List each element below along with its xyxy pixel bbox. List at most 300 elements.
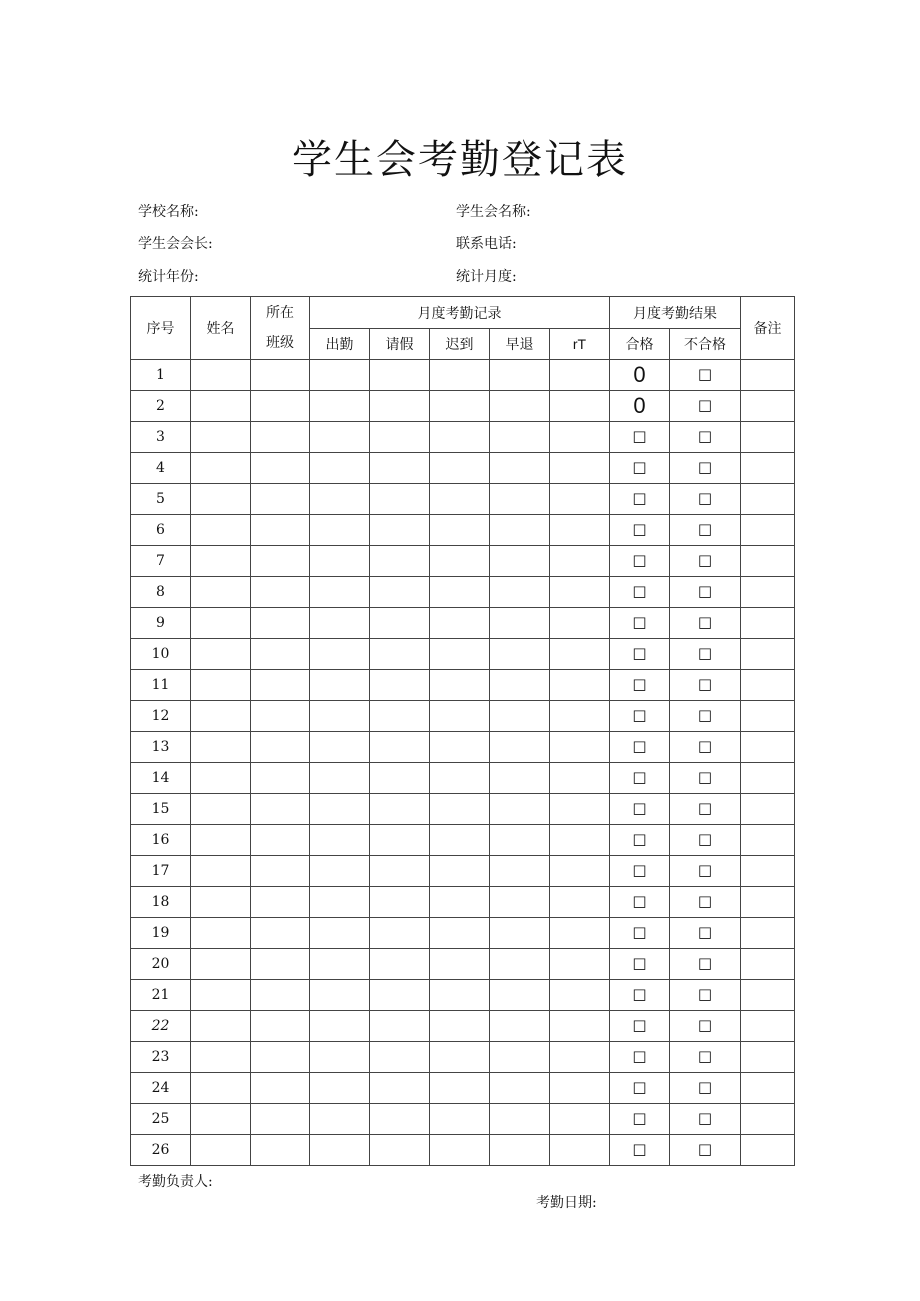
attend-cell[interactable] <box>310 453 370 484</box>
early-cell[interactable] <box>490 701 550 732</box>
extra-cell[interactable] <box>550 484 610 515</box>
leave-cell[interactable] <box>370 453 430 484</box>
leave-cell[interactable] <box>370 918 430 949</box>
fail-checkbox[interactable] <box>670 639 741 670</box>
early-cell[interactable] <box>490 794 550 825</box>
attendance-table <box>130 296 795 1166</box>
extra-cell[interactable] <box>550 515 610 546</box>
leave-cell[interactable] <box>370 670 430 701</box>
class-cell[interactable] <box>251 484 310 515</box>
leave-cell[interactable] <box>370 577 430 608</box>
fail-checkbox[interactable] <box>670 515 741 546</box>
name-cell[interactable] <box>191 670 251 701</box>
table-row <box>131 701 795 732</box>
extra-cell[interactable] <box>550 763 610 794</box>
extra-cell[interactable] <box>550 918 610 949</box>
extra-cell[interactable] <box>550 1135 610 1166</box>
remark-cell[interactable] <box>741 825 795 856</box>
name-cell[interactable] <box>191 732 251 763</box>
remark-cell[interactable] <box>741 670 795 701</box>
pass-mark: □ <box>632 799 647 817</box>
pass-checkbox[interactable] <box>610 577 670 608</box>
fail-checkbox[interactable] <box>670 360 741 391</box>
attend-cell[interactable] <box>310 794 370 825</box>
early-cell[interactable] <box>490 670 550 701</box>
stat-year-label: 统计年份: <box>138 269 199 285</box>
fail-checkbox[interactable] <box>670 1073 741 1104</box>
remark-cell[interactable] <box>741 453 795 484</box>
header-seq: 序号 <box>131 297 191 360</box>
late-cell[interactable] <box>430 1042 490 1073</box>
extra-cell[interactable] <box>550 1042 610 1073</box>
pass-checkbox[interactable] <box>610 639 670 670</box>
fail-mark: □ <box>697 706 713 724</box>
row-number: 5 <box>131 484 191 515</box>
class-cell[interactable] <box>251 887 310 918</box>
early-cell[interactable] <box>490 918 550 949</box>
pass-checkbox[interactable] <box>610 515 670 546</box>
fail-checkbox[interactable] <box>670 1042 741 1073</box>
pass-mark: □ <box>632 427 647 445</box>
name-cell[interactable] <box>191 608 251 639</box>
table-row <box>131 515 795 546</box>
extra-cell[interactable] <box>550 546 610 577</box>
header-pass: 合格 <box>610 329 670 360</box>
class-cell[interactable] <box>251 670 310 701</box>
leave-cell[interactable] <box>370 825 430 856</box>
late-cell[interactable] <box>430 670 490 701</box>
row-number: 8 <box>131 577 191 608</box>
leave-cell[interactable] <box>370 856 430 887</box>
late-cell[interactable] <box>430 763 490 794</box>
early-cell[interactable] <box>490 856 550 887</box>
late-cell[interactable] <box>430 422 490 453</box>
table-row <box>131 794 795 825</box>
row-number: 11 <box>131 670 191 701</box>
leave-cell[interactable] <box>370 639 430 670</box>
late-cell[interactable] <box>430 1104 490 1135</box>
early-cell[interactable] <box>490 422 550 453</box>
late-cell[interactable] <box>430 484 490 515</box>
remark-cell[interactable] <box>741 422 795 453</box>
name-cell[interactable] <box>191 577 251 608</box>
late-cell[interactable] <box>430 732 490 763</box>
leave-cell[interactable] <box>370 515 430 546</box>
fail-checkbox[interactable] <box>670 484 741 515</box>
early-cell[interactable] <box>490 484 550 515</box>
class-cell[interactable] <box>251 794 310 825</box>
name-cell[interactable] <box>191 949 251 980</box>
late-cell[interactable] <box>430 825 490 856</box>
name-cell[interactable] <box>191 701 251 732</box>
council-name-label: 学生会名称: <box>456 204 531 220</box>
early-cell[interactable] <box>490 1104 550 1135</box>
late-cell[interactable] <box>430 918 490 949</box>
extra-cell[interactable] <box>550 670 610 701</box>
remark-cell[interactable] <box>741 949 795 980</box>
fail-checkbox[interactable] <box>670 732 741 763</box>
late-cell[interactable] <box>430 391 490 422</box>
late-cell[interactable] <box>430 546 490 577</box>
fail-checkbox[interactable] <box>670 577 741 608</box>
table-row <box>131 1135 795 1166</box>
row-number: 6 <box>131 515 191 546</box>
leave-cell[interactable] <box>370 1042 430 1073</box>
pass-mark: □ <box>632 1016 647 1034</box>
attend-cell[interactable] <box>310 887 370 918</box>
name-cell[interactable] <box>191 1104 251 1135</box>
pass-checkbox[interactable] <box>610 856 670 887</box>
attend-cell[interactable] <box>310 422 370 453</box>
leave-cell[interactable] <box>370 1011 430 1042</box>
late-cell[interactable] <box>430 949 490 980</box>
fail-checkbox[interactable] <box>670 391 741 422</box>
name-cell[interactable] <box>191 453 251 484</box>
name-cell[interactable] <box>191 546 251 577</box>
class-cell[interactable] <box>251 1104 310 1135</box>
extra-cell[interactable] <box>550 422 610 453</box>
fail-checkbox[interactable] <box>670 546 741 577</box>
attendance-manager-label: 考勤负责人: <box>138 1174 213 1190</box>
fail-checkbox[interactable] <box>670 825 741 856</box>
name-cell[interactable] <box>191 391 251 422</box>
leave-cell[interactable] <box>370 949 430 980</box>
leave-cell[interactable] <box>370 608 430 639</box>
remark-cell[interactable] <box>741 980 795 1011</box>
class-cell[interactable] <box>251 360 310 391</box>
attend-cell[interactable] <box>310 980 370 1011</box>
early-cell[interactable] <box>490 887 550 918</box>
class-cell[interactable] <box>251 546 310 577</box>
class-cell[interactable] <box>251 825 310 856</box>
late-cell[interactable] <box>430 453 490 484</box>
table-row <box>131 422 795 453</box>
row-number: 4 <box>131 453 191 484</box>
pass-mark: □ <box>632 1047 647 1065</box>
fail-checkbox[interactable] <box>670 422 741 453</box>
table-row <box>131 360 795 391</box>
remark-cell[interactable] <box>741 794 795 825</box>
class-cell[interactable] <box>251 391 310 422</box>
fail-checkbox[interactable] <box>670 670 741 701</box>
attend-cell[interactable] <box>310 949 370 980</box>
extra-cell[interactable] <box>550 856 610 887</box>
table-row <box>131 1073 795 1104</box>
extra-cell[interactable] <box>550 732 610 763</box>
class-cell[interactable] <box>251 763 310 794</box>
name-cell[interactable] <box>191 1135 251 1166</box>
attend-cell[interactable] <box>310 670 370 701</box>
fail-checkbox[interactable] <box>670 949 741 980</box>
leave-cell[interactable] <box>370 422 430 453</box>
extra-cell[interactable] <box>550 639 610 670</box>
extra-cell[interactable] <box>550 391 610 422</box>
extra-cell[interactable] <box>550 1104 610 1135</box>
name-cell[interactable] <box>191 484 251 515</box>
fail-mark: □ <box>697 799 713 817</box>
pass-checkbox[interactable] <box>610 608 670 639</box>
remark-cell[interactable] <box>741 1011 795 1042</box>
pass-checkbox[interactable] <box>610 949 670 980</box>
pass-mark: □ <box>632 613 647 631</box>
class-cell[interactable] <box>251 980 310 1011</box>
early-cell[interactable] <box>490 1073 550 1104</box>
remark-cell[interactable] <box>741 1135 795 1166</box>
name-cell[interactable] <box>191 1011 251 1042</box>
header-row-top <box>131 297 795 329</box>
remark-cell[interactable] <box>741 515 795 546</box>
leave-cell[interactable] <box>370 1073 430 1104</box>
pass-mark: □ <box>632 892 647 910</box>
class-cell[interactable] <box>251 701 310 732</box>
pass-mark: □ <box>632 582 647 600</box>
name-cell[interactable] <box>191 856 251 887</box>
late-cell[interactable] <box>430 794 490 825</box>
early-cell[interactable] <box>490 546 550 577</box>
fail-checkbox[interactable] <box>670 794 741 825</box>
attend-cell[interactable] <box>310 1104 370 1135</box>
pass-checkbox[interactable] <box>610 732 670 763</box>
pass-checkbox[interactable] <box>610 484 670 515</box>
early-cell[interactable] <box>490 608 550 639</box>
attend-cell[interactable] <box>310 360 370 391</box>
attend-cell[interactable] <box>310 825 370 856</box>
extra-cell[interactable] <box>550 360 610 391</box>
attend-cell[interactable] <box>310 484 370 515</box>
attend-cell[interactable] <box>310 1042 370 1073</box>
remark-cell[interactable] <box>741 639 795 670</box>
pass-checkbox[interactable] <box>610 670 670 701</box>
remark-cell[interactable] <box>741 701 795 732</box>
row-number: 1 <box>131 360 191 391</box>
fail-checkbox[interactable] <box>670 453 741 484</box>
remark-cell[interactable] <box>741 608 795 639</box>
class-cell[interactable] <box>251 453 310 484</box>
fail-mark: □ <box>697 520 713 538</box>
late-cell[interactable] <box>430 1011 490 1042</box>
pass-checkbox[interactable] <box>610 918 670 949</box>
remark-cell[interactable] <box>741 577 795 608</box>
pass-checkbox[interactable] <box>610 1011 670 1042</box>
fail-checkbox[interactable] <box>670 887 741 918</box>
class-cell[interactable] <box>251 732 310 763</box>
early-cell[interactable] <box>490 639 550 670</box>
pass-checkbox[interactable] <box>610 391 670 422</box>
attend-cell[interactable] <box>310 856 370 887</box>
attend-cell[interactable] <box>310 763 370 794</box>
extra-cell[interactable] <box>550 825 610 856</box>
fail-checkbox[interactable] <box>670 1135 741 1166</box>
pass-checkbox[interactable] <box>610 825 670 856</box>
extra-cell[interactable] <box>550 701 610 732</box>
pass-checkbox[interactable] <box>610 453 670 484</box>
class-cell[interactable] <box>251 1042 310 1073</box>
class-cell[interactable] <box>251 639 310 670</box>
pass-checkbox[interactable] <box>610 701 670 732</box>
extra-cell[interactable] <box>550 1073 610 1104</box>
remark-cell[interactable] <box>741 1042 795 1073</box>
late-cell[interactable] <box>430 515 490 546</box>
early-cell[interactable] <box>490 453 550 484</box>
early-cell[interactable] <box>490 1135 550 1166</box>
attend-cell[interactable] <box>310 546 370 577</box>
early-cell[interactable] <box>490 577 550 608</box>
late-cell[interactable] <box>430 608 490 639</box>
name-cell[interactable] <box>191 1042 251 1073</box>
pass-checkbox[interactable] <box>610 763 670 794</box>
pass-checkbox[interactable] <box>610 1073 670 1104</box>
table-row <box>131 732 795 763</box>
leave-cell[interactable] <box>370 1104 430 1135</box>
extra-cell[interactable] <box>550 608 610 639</box>
remark-cell[interactable] <box>741 732 795 763</box>
extra-cell[interactable] <box>550 980 610 1011</box>
leave-cell[interactable] <box>370 763 430 794</box>
remark-cell[interactable] <box>741 763 795 794</box>
late-cell[interactable] <box>430 701 490 732</box>
fail-mark: □ <box>697 489 713 507</box>
table-row <box>131 887 795 918</box>
pass-checkbox[interactable] <box>610 1042 670 1073</box>
leave-cell[interactable] <box>370 484 430 515</box>
leave-cell[interactable] <box>370 701 430 732</box>
pass-checkbox[interactable] <box>610 1135 670 1166</box>
attend-cell[interactable] <box>310 701 370 732</box>
remark-cell[interactable] <box>741 391 795 422</box>
remark-cell[interactable] <box>741 1104 795 1135</box>
remark-cell[interactable] <box>741 856 795 887</box>
early-cell[interactable] <box>490 360 550 391</box>
name-cell[interactable] <box>191 887 251 918</box>
fail-checkbox[interactable] <box>670 980 741 1011</box>
extra-cell[interactable] <box>550 794 610 825</box>
early-cell[interactable] <box>490 515 550 546</box>
name-cell[interactable] <box>191 918 251 949</box>
class-cell[interactable] <box>251 949 310 980</box>
name-cell[interactable] <box>191 639 251 670</box>
pass-mark: □ <box>632 551 647 569</box>
attend-cell[interactable] <box>310 577 370 608</box>
leave-cell[interactable] <box>370 980 430 1011</box>
late-cell[interactable] <box>430 639 490 670</box>
pass-checkbox[interactable] <box>610 422 670 453</box>
name-cell[interactable] <box>191 763 251 794</box>
late-cell[interactable] <box>430 887 490 918</box>
late-cell[interactable] <box>430 360 490 391</box>
name-cell[interactable] <box>191 825 251 856</box>
name-cell[interactable] <box>191 360 251 391</box>
pass-mark: □ <box>632 985 647 1003</box>
class-cell[interactable] <box>251 1011 310 1042</box>
class-cell[interactable] <box>251 1073 310 1104</box>
fail-checkbox[interactable] <box>670 856 741 887</box>
fail-checkbox[interactable] <box>670 918 741 949</box>
late-cell[interactable] <box>430 577 490 608</box>
pass-checkbox[interactable] <box>610 360 670 391</box>
class-cell[interactable] <box>251 918 310 949</box>
early-cell[interactable] <box>490 949 550 980</box>
name-cell[interactable] <box>191 1073 251 1104</box>
attend-cell[interactable] <box>310 639 370 670</box>
remark-cell[interactable] <box>741 484 795 515</box>
fail-checkbox[interactable] <box>670 701 741 732</box>
pass-checkbox[interactable] <box>610 887 670 918</box>
leave-cell[interactable] <box>370 794 430 825</box>
class-cell[interactable] <box>251 1135 310 1166</box>
leave-cell[interactable] <box>370 391 430 422</box>
remark-cell[interactable] <box>741 1073 795 1104</box>
late-cell[interactable] <box>430 1135 490 1166</box>
row-number: 12 <box>131 701 191 732</box>
fail-checkbox[interactable] <box>670 1104 741 1135</box>
attend-cell[interactable] <box>310 732 370 763</box>
class-cell[interactable] <box>251 577 310 608</box>
early-cell[interactable] <box>490 1011 550 1042</box>
row-number: 17 <box>131 856 191 887</box>
attend-cell[interactable] <box>310 1011 370 1042</box>
pass-checkbox[interactable] <box>610 980 670 1011</box>
late-cell[interactable] <box>430 1073 490 1104</box>
pass-checkbox[interactable] <box>610 794 670 825</box>
remark-cell[interactable] <box>741 887 795 918</box>
leave-cell[interactable] <box>370 732 430 763</box>
class-cell[interactable] <box>251 608 310 639</box>
name-cell[interactable] <box>191 980 251 1011</box>
fail-checkbox[interactable] <box>670 763 741 794</box>
extra-cell[interactable] <box>550 887 610 918</box>
fail-checkbox[interactable] <box>670 1011 741 1042</box>
attend-cell[interactable] <box>310 608 370 639</box>
name-cell[interactable] <box>191 794 251 825</box>
pass-checkbox[interactable] <box>610 546 670 577</box>
attend-cell[interactable] <box>310 391 370 422</box>
attend-cell[interactable] <box>310 1135 370 1166</box>
attend-cell[interactable] <box>310 515 370 546</box>
leave-cell[interactable] <box>370 887 430 918</box>
class-cell[interactable] <box>251 515 310 546</box>
extra-cell[interactable] <box>550 949 610 980</box>
name-cell[interactable] <box>191 422 251 453</box>
early-cell[interactable] <box>490 732 550 763</box>
table-row <box>131 763 795 794</box>
early-cell[interactable] <box>490 1042 550 1073</box>
name-cell[interactable] <box>191 515 251 546</box>
leave-cell[interactable] <box>370 360 430 391</box>
extra-cell[interactable] <box>550 453 610 484</box>
attend-cell[interactable] <box>310 918 370 949</box>
remark-cell[interactable] <box>741 918 795 949</box>
class-cell[interactable] <box>251 422 310 453</box>
early-cell[interactable] <box>490 980 550 1011</box>
remark-cell[interactable] <box>741 360 795 391</box>
early-cell[interactable] <box>490 825 550 856</box>
fail-checkbox[interactable] <box>670 608 741 639</box>
pass-checkbox[interactable] <box>610 1104 670 1135</box>
row-number: 2 <box>131 391 191 422</box>
remark-cell[interactable] <box>741 546 795 577</box>
attend-cell[interactable] <box>310 1073 370 1104</box>
early-cell[interactable] <box>490 391 550 422</box>
fail-mark: □ <box>697 458 713 476</box>
leave-cell[interactable] <box>370 1135 430 1166</box>
late-cell[interactable] <box>430 856 490 887</box>
class-cell[interactable] <box>251 856 310 887</box>
extra-cell[interactable] <box>550 577 610 608</box>
late-cell[interactable] <box>430 980 490 1011</box>
leave-cell[interactable] <box>370 546 430 577</box>
extra-cell[interactable] <box>550 1011 610 1042</box>
early-cell[interactable] <box>490 763 550 794</box>
